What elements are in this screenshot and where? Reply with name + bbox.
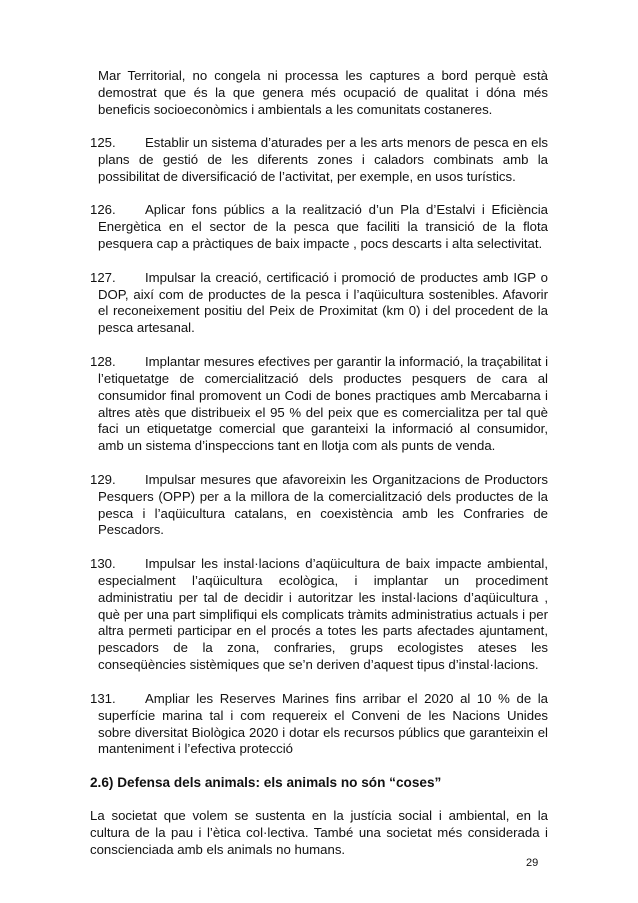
page-number: 29 — [526, 857, 539, 869]
item-text: Establir un sistema d’aturades per a les arts menors de pesca en els plans de gestió de les diferents zones i caladors combinats amb la possibilitat de diversificació de l’activitat, per exemple, en usos turístics. — [98, 135, 548, 185]
list-item-126 — [90, 202, 548, 253]
item-text: Aplicar fons públics a la realització d’un Pla d’Estalvi i Eficiència Energètica en el sector de la pesca que faciliti la transició de la flota pesquera cap a pràctiques de baix impacte , pocs descarts i alta selectivitat. — [98, 202, 548, 252]
intro-paragraph: Mar Territorial, no congela ni processa les captures a bord perquè està demostrat que és la que genera més ocupació de qualitat i dóna més beneficis socioeconòmics i ambientals a les comunitats costaneres. — [98, 68, 548, 117]
item-number: 131. — [90, 690, 116, 706]
list-item-131 — [90, 691, 548, 759]
list-item-130 — [90, 556, 548, 674]
item-text: Impulsar les instal·lacions d’aqüicultura de baix impacte ambiental, especialment l’aqüicultura ecològica, i implantar un procediment administratiu per tal de decidir i autoritzar les instal·lacions d’aqüicultura , què per una part simplifiqui els complicats tràmits administratius actuals i per altra permeti participar en el procés a totes les parts afectades ajuntament, pescadors de la zona, confraries, grups ecologistes ateses les conseqüències sistèmiques que se’n deriven d’aquest tipus d’instal·lacions. — [98, 555, 548, 673]
list-item-127 — [90, 270, 548, 338]
item-text: Impulsar mesures que afavoreixin les Organitzacions de Productors Pesquers (OPP) per a la millora de la comercialització dels productes de la pesca i l’aqüicultura catalans, en coexistència amb les Confraries de Pescadors. — [98, 471, 548, 538]
item-number: 126. — [90, 202, 116, 218]
document-page — [90, 68, 548, 875]
item-text: Impulsar la creació, certificació i promoció de productes amb IGP o DOP, així com de productes de la pesca i l’aqüicultura sostenibles. Afavorir el reconeixement positiu del Peix de Proximitat (km 0) i del procedent de la pesca artesanal. — [98, 269, 548, 336]
list-item-125 — [90, 135, 548, 186]
item-number: 129. — [90, 471, 116, 487]
item-number: 128. — [90, 353, 116, 369]
item-number: 127. — [90, 269, 116, 285]
item-number: 125. — [90, 135, 116, 151]
list-item-128 — [90, 354, 548, 455]
item-text: Ampliar les Reserves Marines fins arribar el 2020 al 10 % de la superfície marina tal i com requereix el Conveni de les Nacions Unides sobre diversitat Biològica 2020 i dotar els recursos públics que garanteixin el manteniment i l’efectiva protecció — [98, 690, 548, 757]
item-number: 130. — [90, 555, 116, 571]
list-item-129 — [90, 472, 548, 540]
item-text: Implantar mesures efectives per garantir la informació, la traçabilitat i l’etiquetatge de comercialització dels productes pesquers de cara al consumidor final promovent un Codi de bones practiques amb Mercabarna i altres atès que distribueix el 95 % del peix que es comercialitza per tal què faci un etiquetatge comercial que garanteixi la informació al consumidor, amb un sistema d’inspeccions tant en llotja com als punts de venda. — [98, 353, 548, 454]
section-heading: 2.6) Defensa dels animals: els animals no són “coses” — [90, 774, 442, 790]
section-paragraph: La societat que volem se sustenta en la justícia social i ambiental, en la cultura de la pau i l’ètica col·lectiva. També una societat més considerada i conscienciada amb els animals no humans. — [90, 808, 548, 858]
